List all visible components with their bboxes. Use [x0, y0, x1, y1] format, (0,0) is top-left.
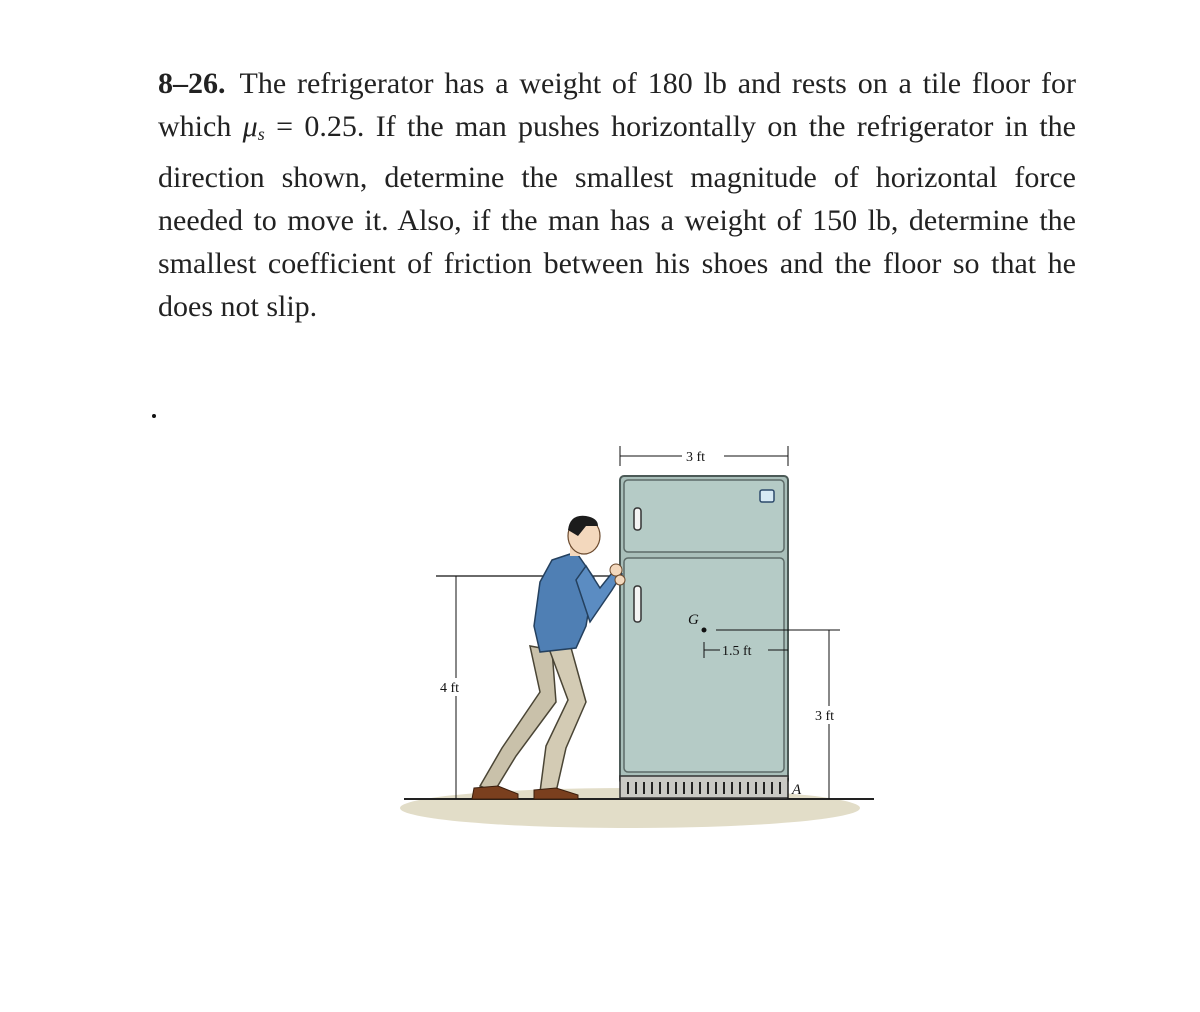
dim-width-label: 3 ft	[686, 450, 706, 465]
stray-dot	[152, 414, 156, 418]
man-pushing	[472, 516, 625, 799]
fridge-badge	[760, 490, 774, 502]
fridge-base	[620, 776, 788, 798]
mu-letter: μ	[242, 110, 258, 143]
fridge-handle	[634, 586, 641, 622]
label-g: G	[688, 612, 699, 628]
refrigerator	[620, 476, 788, 798]
dim-3ft-label: 3 ft	[815, 709, 835, 724]
freezer-handle	[634, 508, 641, 530]
man-hand-upper	[610, 564, 622, 576]
figure-svg	[380, 430, 900, 850]
dim-1-5-label: 1.5 ft	[722, 644, 752, 659]
fridge-door	[624, 558, 784, 772]
man-back-shoe	[472, 786, 518, 799]
label-a: A	[792, 782, 802, 798]
dim-4ft-label: 4 ft	[440, 681, 460, 696]
mu-s-symbol	[243, 110, 265, 143]
g-point	[702, 628, 707, 633]
problem-text-part-2: = 0.25. If the man pushes horizontally on the refrigerator in the direction shown, determine the smallest magnitude of horizontal force needed to move it. Also, if the man has a weight of 150 lb, determine the smallest coefficient of friction between his shoes and the floor so that he does not slip.	[158, 110, 1076, 323]
problem-statement	[158, 62, 1076, 328]
figure-fridge-and-man	[380, 430, 900, 850]
man-hand-lower	[615, 575, 625, 585]
problem-text-part-1: The refrigerator has a weight of 180 lb and rests on a tile floor for which	[158, 67, 1076, 143]
problem-number: 8–26.	[158, 67, 226, 100]
mu-subscript: s	[257, 124, 265, 144]
